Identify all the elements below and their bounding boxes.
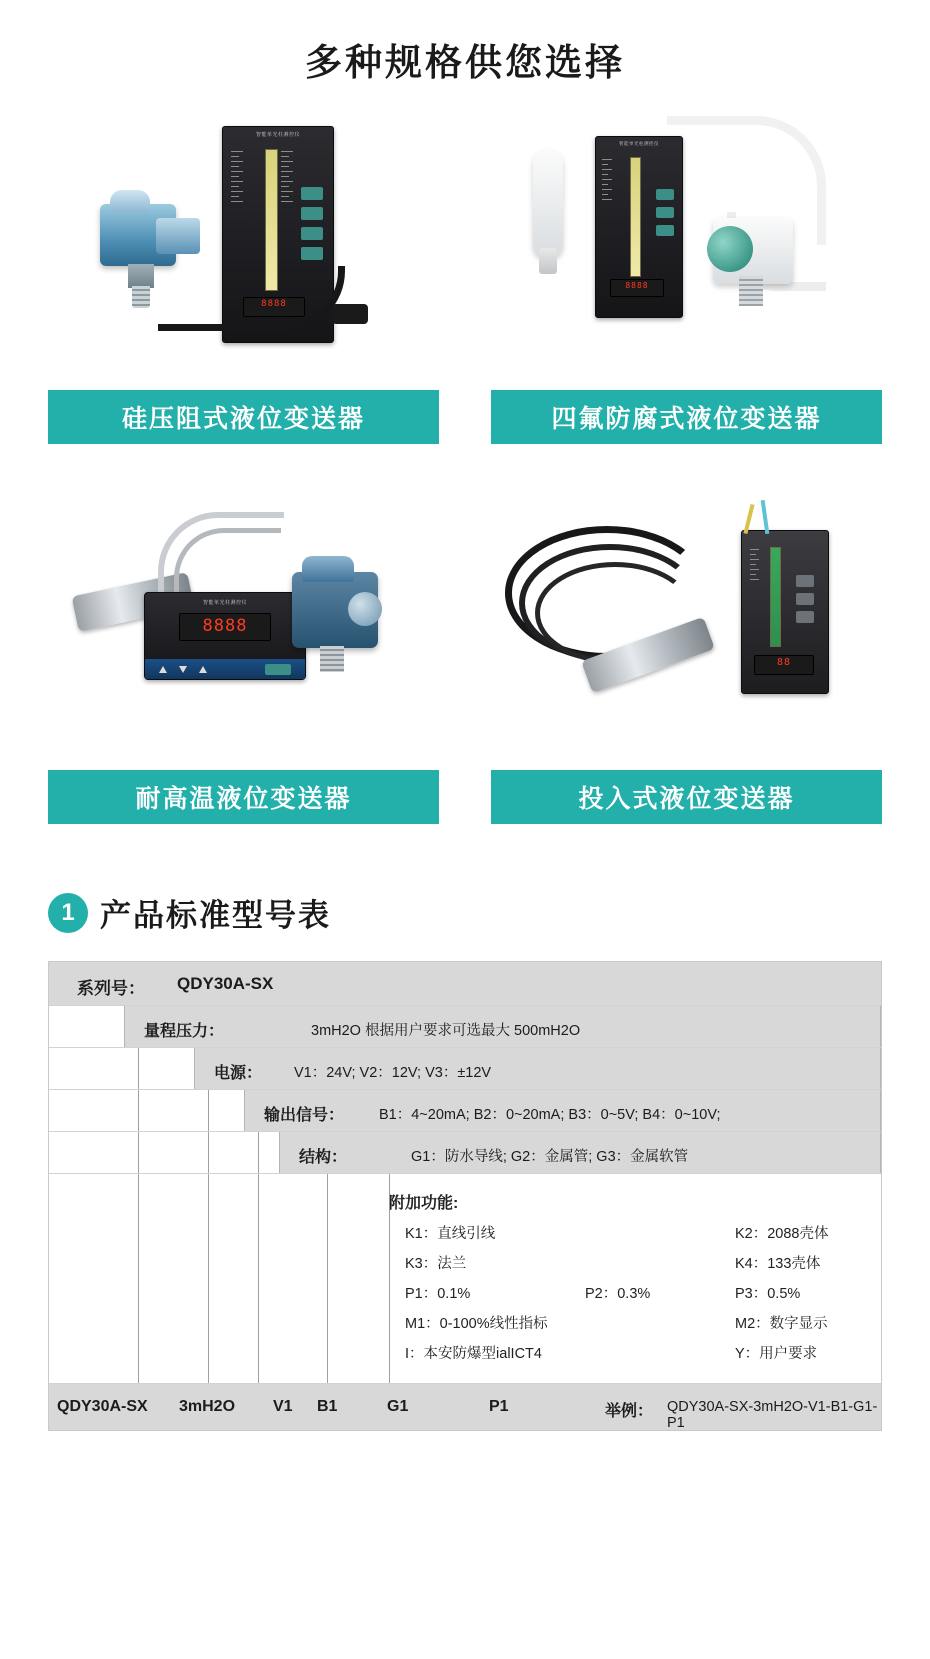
power-label: 电源： — [214, 1065, 263, 1082]
add-p2: P2：0.3% — [585, 1286, 651, 1302]
product-card-3[interactable] — [48, 488, 465, 824]
meter-lcd-4: 88 — [754, 655, 814, 675]
product-caption-4: 投入式液位变送器 — [491, 770, 882, 824]
add-k4: K4：133壳体 — [735, 1256, 821, 1272]
meter-title-2: 智能单光柱测控仪 — [619, 141, 659, 146]
product-card-2[interactable] — [465, 108, 882, 444]
section-title: 产品标准型号表 — [100, 898, 331, 933]
section-number-badge: 1 — [48, 893, 88, 933]
structure-value: G1：防水导线; G2：金属管; G3：金属软管 — [411, 1149, 689, 1165]
product-card-4[interactable] — [465, 488, 882, 824]
series-value: QDY30A-SX — [177, 974, 274, 993]
summary-additional: P1 — [489, 1398, 509, 1415]
product-grid — [0, 108, 930, 824]
add-k3: K3：法兰 — [405, 1256, 467, 1272]
product-caption-2: 四氟防腐式液位变送器 — [491, 390, 882, 444]
add-k1: K1：直线引线 — [405, 1226, 496, 1242]
meter-title-3: 智能单光柱测控仪 — [202, 600, 247, 606]
product-image-4 — [491, 488, 882, 766]
product-caption-1: 硅压阻式液位变送器 — [48, 390, 439, 444]
model-row-additional — [49, 1174, 881, 1384]
example-value: QDY30A-SX-3mH2O-V1-B1-G1-P1 — [667, 1399, 878, 1431]
product-image-3 — [48, 488, 439, 766]
model-row-output — [49, 1090, 881, 1132]
add-k2: K2：2088壳体 — [735, 1226, 829, 1242]
summary-output: B1 — [317, 1398, 338, 1415]
output-value: B1：4~20mA; B2：0~20mA; B3：0~5V; B4：0~10V; — [379, 1107, 721, 1123]
model-row-range — [49, 1006, 881, 1048]
summary-series: QDY30A-SX — [57, 1398, 148, 1415]
meter-title-1: 智能单光柱测控仪 — [255, 132, 300, 138]
product-image-2 — [491, 108, 882, 386]
add-p1: P1：0.1% — [405, 1286, 471, 1302]
summary-power: V1 — [273, 1398, 293, 1415]
product-image-1 — [48, 108, 439, 386]
product-card-1[interactable] — [48, 108, 465, 444]
add-y: Y：用户要求 — [735, 1346, 818, 1362]
range-label: 量程压力： — [144, 1023, 225, 1040]
range-value: 3mH2O 根据用户要求可选最大 500mH2O — [311, 1023, 581, 1039]
section-heading — [0, 890, 930, 935]
output-label: 输出信号： — [264, 1107, 345, 1124]
page-title: 多种规格供您选择 — [305, 42, 625, 83]
model-row-power — [49, 1048, 881, 1090]
product-caption-3: 耐高温液位变送器 — [48, 770, 439, 824]
model-row-series — [49, 962, 881, 1006]
meter-lcd-2: 8888 — [610, 279, 664, 297]
meter-lcd-3: 8888 — [179, 613, 271, 641]
add-p3: P3：0.5% — [735, 1286, 801, 1302]
additional-label: 附加功能: — [389, 1195, 459, 1212]
model-row-structure — [49, 1132, 881, 1174]
add-m1: M1：0-100%线性指标 — [405, 1316, 548, 1332]
add-i: I：本安防爆型ialICT4 — [405, 1346, 542, 1362]
model-row-summary — [49, 1384, 881, 1430]
structure-label: 结构： — [299, 1149, 348, 1166]
series-label: 系列号： — [77, 979, 145, 998]
summary-range: 3mH2O — [179, 1398, 236, 1415]
example-label: 举例： — [605, 1403, 654, 1420]
meter-lcd-1: 8888 — [243, 297, 305, 317]
model-table — [48, 961, 882, 1431]
summary-structure: G1 — [387, 1398, 409, 1415]
add-m2: M2：数字显示 — [735, 1316, 828, 1332]
power-value: V1：24V; V2：12V; V3：±12V — [294, 1065, 492, 1081]
